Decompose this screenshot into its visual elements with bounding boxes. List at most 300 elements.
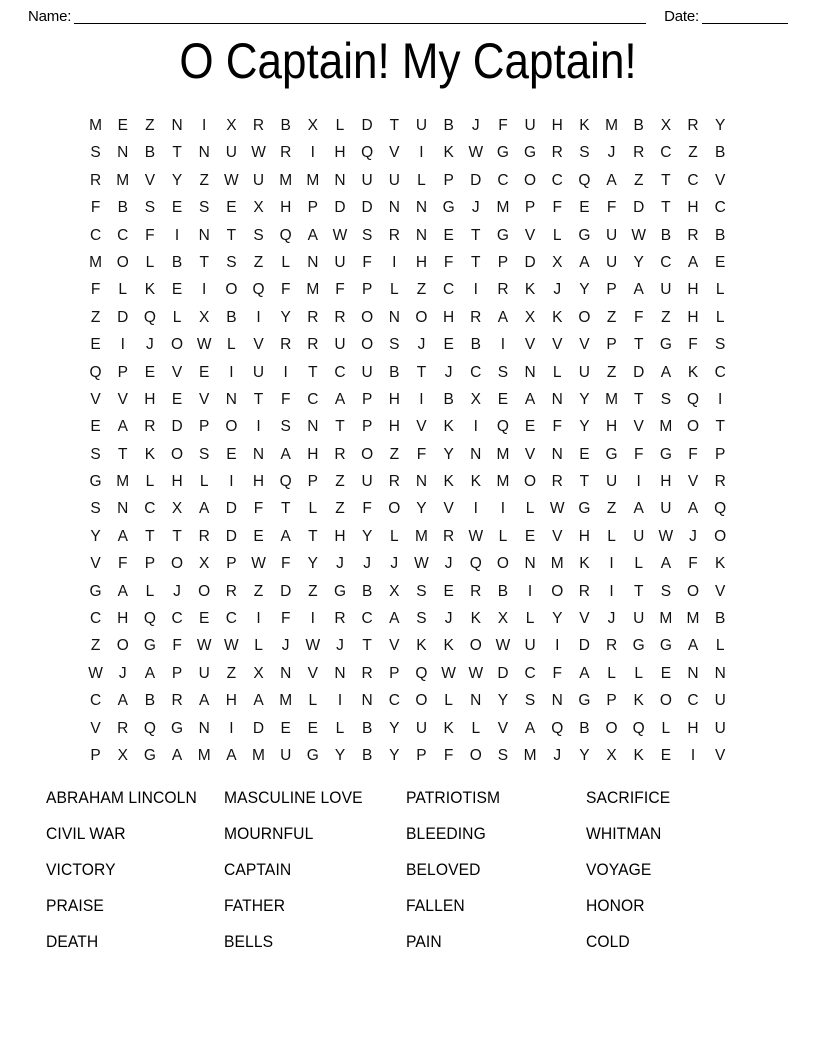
grid-cell[interactable]: V — [117, 390, 128, 408]
grid-cell[interactable]: X — [199, 308, 210, 326]
grid-cell[interactable]: Q — [252, 281, 265, 299]
grid-cell[interactable]: X — [497, 610, 509, 628]
grid-cell[interactable]: P — [307, 199, 318, 217]
grid-cell[interactable]: L — [308, 692, 318, 710]
grid-cell[interactable]: C — [117, 226, 129, 244]
grid-cell[interactable]: N — [415, 226, 428, 244]
grid-cell[interactable]: O — [171, 555, 184, 573]
grid-cell[interactable]: Z — [145, 117, 155, 134]
grid-cell[interactable]: O — [686, 582, 700, 600]
grid-cell[interactable]: S — [90, 445, 101, 463]
grid-cell[interactable]: V — [715, 171, 726, 189]
grid-cell[interactable]: L — [145, 253, 155, 271]
grid-cell[interactable]: V — [253, 336, 264, 354]
grid-cell[interactable]: W — [305, 637, 321, 655]
grid-cell[interactable]: S — [361, 226, 373, 244]
word-list-item[interactable]: CIVIL WAR — [46, 824, 126, 843]
grid-cell[interactable]: J — [553, 281, 562, 299]
grid-cell[interactable]: H — [415, 253, 428, 271]
grid-cell[interactable]: T — [118, 445, 128, 463]
grid-cell[interactable]: T — [715, 418, 725, 436]
grid-cell[interactable]: W — [196, 336, 212, 354]
grid-cell[interactable]: M — [116, 171, 130, 189]
grid-cell[interactable]: N — [171, 117, 183, 134]
grid-cell[interactable]: M — [496, 199, 510, 217]
grid-cell[interactable]: T — [362, 637, 372, 655]
grid-cell[interactable]: K — [443, 473, 454, 491]
grid-cell[interactable]: N — [361, 692, 373, 710]
grid-cell[interactable]: M — [496, 473, 510, 491]
grid-cell[interactable]: L — [389, 527, 399, 545]
grid-cell[interactable]: F — [90, 199, 101, 217]
grid-cell[interactable]: I — [500, 500, 506, 518]
grid-cell[interactable]: B — [280, 117, 291, 134]
grid-cell[interactable]: A — [606, 171, 617, 189]
grid-cell[interactable]: Q — [143, 610, 156, 628]
grid-cell[interactable]: E — [171, 390, 183, 408]
grid-cell[interactable]: F — [280, 281, 291, 299]
grid-cell[interactable]: V — [90, 390, 101, 408]
grid-cell[interactable]: I — [392, 253, 397, 271]
grid-cell[interactable]: E — [90, 336, 101, 354]
grid-cell[interactable]: P — [361, 418, 373, 436]
grid-cell[interactable]: I — [419, 144, 424, 162]
grid-cell[interactable]: N — [415, 473, 428, 491]
grid-cell[interactable]: V — [443, 500, 454, 518]
grid-cell[interactable]: O — [496, 555, 509, 573]
grid-cell[interactable]: R — [578, 582, 590, 600]
grid-cell[interactable]: P — [715, 445, 726, 463]
grid-cell[interactable]: J — [281, 637, 290, 655]
grid-cell[interactable]: T — [633, 582, 644, 600]
grid-cell[interactable]: H — [605, 418, 618, 436]
grid-cell[interactable]: X — [552, 253, 563, 271]
grid-cell[interactable]: R — [687, 226, 699, 244]
grid-cell[interactable]: A — [579, 664, 590, 682]
grid-cell[interactable]: U — [334, 336, 346, 354]
grid-cell[interactable]: O — [225, 418, 238, 436]
grid-cell[interactable]: K — [144, 281, 156, 299]
grid-cell[interactable]: C — [660, 144, 672, 162]
grid-cell[interactable]: M — [686, 610, 700, 628]
grid-cell[interactable]: G — [442, 199, 455, 217]
grid-cell[interactable]: C — [714, 199, 726, 217]
grid-cell[interactable]: D — [225, 527, 237, 545]
grid-cell[interactable]: M — [116, 473, 130, 491]
grid-cell[interactable]: U — [578, 363, 590, 381]
grid-cell[interactable]: Z — [335, 500, 345, 518]
grid-cell[interactable]: U — [280, 746, 292, 764]
grid-cell[interactable]: I — [473, 500, 478, 518]
grid-cell[interactable]: C — [89, 610, 102, 628]
grid-cell[interactable]: T — [633, 390, 644, 408]
grid-cell[interactable]: J — [336, 637, 344, 655]
grid-cell[interactable]: L — [172, 308, 182, 326]
grid-cell[interactable]: N — [198, 226, 210, 244]
grid-cell[interactable]: K — [443, 719, 454, 737]
grid-cell[interactable]: L — [634, 664, 644, 682]
grid-cell[interactable]: D — [633, 363, 645, 381]
grid-cell[interactable]: J — [146, 336, 154, 354]
grid-cell[interactable]: E — [199, 610, 210, 628]
grid-cell[interactable]: I — [500, 336, 506, 354]
grid-cell[interactable]: M — [523, 746, 537, 764]
grid-cell[interactable]: P — [90, 746, 101, 764]
grid-cell[interactable]: J — [471, 199, 480, 217]
grid-cell[interactable]: F — [145, 226, 155, 244]
grid-cell[interactable]: B — [579, 719, 590, 737]
grid-cell[interactable]: U — [225, 144, 237, 162]
grid-cell[interactable]: Q — [551, 719, 564, 737]
grid-cell[interactable]: V — [389, 144, 400, 162]
grid-cell[interactable]: E — [171, 199, 183, 217]
grid-cell[interactable]: M — [605, 390, 618, 408]
grid-cell[interactable]: K — [144, 445, 156, 463]
grid-cell[interactable]: L — [552, 226, 562, 244]
grid-cell[interactable]: G — [659, 637, 672, 655]
grid-cell[interactable]: K — [524, 281, 536, 299]
grid-cell[interactable]: G — [524, 144, 537, 162]
grid-cell[interactable]: O — [225, 281, 238, 299]
grid-cell[interactable]: L — [525, 610, 535, 628]
grid-cell[interactable]: H — [252, 473, 265, 491]
grid-cell[interactable]: L — [281, 253, 290, 271]
grid-cell[interactable]: X — [253, 199, 264, 217]
grid-cell[interactable]: H — [117, 610, 129, 628]
grid-cell[interactable]: K — [416, 637, 427, 655]
grid-cell[interactable]: W — [251, 555, 266, 573]
word-list-item[interactable]: WHITMAN — [586, 824, 662, 843]
grid-cell[interactable]: W — [196, 637, 212, 655]
grid-cell[interactable]: J — [417, 336, 426, 354]
grid-cell[interactable]: K — [687, 363, 699, 381]
word-list-item[interactable]: ABRAHAM LINCOLN — [46, 788, 197, 807]
grid-cell[interactable]: A — [579, 253, 590, 271]
grid-cell[interactable]: B — [171, 253, 183, 271]
grid-cell[interactable]: U — [252, 363, 265, 381]
grid-cell[interactable]: O — [659, 692, 672, 710]
grid-cell[interactable]: O — [469, 637, 482, 655]
grid-cell[interactable]: B — [361, 746, 373, 764]
grid-cell[interactable]: A — [253, 692, 264, 710]
grid-cell[interactable]: G — [143, 746, 156, 764]
grid-cell[interactable]: P — [199, 418, 210, 436]
grid-cell[interactable]: E — [226, 199, 237, 217]
grid-cell[interactable]: L — [607, 527, 616, 545]
grid-cell[interactable]: O — [361, 445, 374, 463]
grid-cell[interactable]: B — [144, 692, 156, 710]
grid-cell[interactable]: A — [524, 390, 536, 408]
grid-cell[interactable]: E — [307, 719, 318, 737]
grid-cell[interactable]: O — [388, 500, 401, 518]
grid-cell[interactable]: W — [251, 144, 266, 162]
grid-cell[interactable]: D — [334, 199, 346, 217]
grid-cell[interactable]: N — [280, 664, 292, 682]
grid-cell[interactable]: A — [334, 390, 346, 408]
grid-cell[interactable]: J — [471, 117, 480, 134]
grid-cell[interactable]: U — [660, 500, 672, 518]
grid-cell[interactable]: F — [552, 664, 562, 682]
grid-cell[interactable]: K — [552, 308, 563, 326]
grid-cell[interactable]: M — [659, 418, 673, 436]
grid-cell[interactable]: D — [280, 582, 292, 600]
grid-cell[interactable]: I — [229, 719, 234, 737]
grid-cell[interactable]: P — [497, 253, 509, 271]
grid-cell[interactable]: G — [89, 582, 102, 600]
grid-cell[interactable]: I — [473, 418, 478, 436]
grid-cell[interactable]: B — [117, 199, 128, 217]
grid-cell[interactable]: R — [361, 664, 373, 682]
grid-cell[interactable]: Q — [632, 719, 645, 737]
word-list-item[interactable]: FATHER — [224, 896, 286, 915]
grid-cell[interactable]: M — [659, 610, 673, 628]
grid-cell[interactable]: S — [199, 199, 210, 217]
grid-cell[interactable]: H — [551, 117, 563, 134]
grid-cell[interactable]: P — [171, 664, 183, 682]
grid-cell[interactable]: V — [579, 610, 590, 628]
grid-cell[interactable]: C — [307, 390, 319, 408]
grid-cell[interactable]: U — [252, 171, 265, 189]
grid-cell[interactable]: V — [307, 664, 318, 682]
grid-cell[interactable]: R — [633, 144, 645, 162]
grid-cell[interactable]: Q — [714, 500, 727, 518]
grid-cell[interactable]: U — [524, 637, 536, 655]
grid-cell[interactable]: E — [579, 199, 590, 217]
grid-cell[interactable]: A — [687, 253, 699, 271]
grid-cell[interactable]: K — [633, 746, 644, 764]
grid-cell[interactable]: C — [551, 171, 563, 189]
grid-cell[interactable]: R — [307, 336, 319, 354]
grid-cell[interactable]: M — [252, 746, 265, 764]
word-list-item[interactable]: BELOVED — [406, 860, 481, 879]
grid-cell[interactable]: Y — [307, 555, 318, 573]
grid-cell[interactable]: N — [307, 418, 319, 436]
grid-cell[interactable]: I — [229, 363, 234, 381]
grid-cell[interactable]: U — [415, 719, 428, 737]
grid-cell[interactable]: Z — [90, 308, 101, 326]
grid-cell[interactable]: I — [229, 473, 234, 491]
grid-cell[interactable]: Q — [415, 664, 428, 682]
grid-cell[interactable]: L — [715, 281, 725, 299]
grid-cell[interactable]: H — [687, 199, 699, 217]
grid-cell[interactable]: F — [118, 555, 128, 573]
grid-cell[interactable]: W — [414, 555, 429, 573]
grid-cell[interactable]: V — [524, 445, 536, 463]
word-list-item[interactable]: PRAISE — [46, 896, 104, 915]
name-input-rule[interactable] — [74, 9, 646, 24]
grid-cell[interactable]: F — [416, 445, 427, 463]
grid-cell[interactable]: F — [280, 610, 291, 628]
grid-cell[interactable]: W — [441, 664, 456, 682]
grid-cell[interactable]: U — [633, 527, 645, 545]
grid-cell[interactable]: M — [550, 555, 564, 573]
grid-cell[interactable]: D — [633, 199, 645, 217]
grid-cell[interactable]: P — [606, 336, 617, 354]
grid-cell[interactable]: G — [632, 637, 645, 655]
grid-cell[interactable]: R — [551, 473, 563, 491]
grid-cell[interactable]: B — [226, 308, 237, 326]
grid-cell[interactable]: J — [118, 664, 127, 682]
grid-cell[interactable]: H — [280, 199, 292, 217]
word-list-item[interactable]: SACRIFICE — [586, 788, 671, 807]
grid-cell[interactable]: A — [117, 692, 128, 710]
grid-cell[interactable]: T — [389, 117, 400, 134]
grid-cell[interactable]: S — [416, 610, 427, 628]
grid-cell[interactable]: J — [553, 746, 562, 764]
grid-cell[interactable]: D — [361, 199, 373, 217]
grid-cell[interactable]: O — [524, 171, 537, 189]
grid-cell[interactable]: Q — [89, 363, 102, 381]
grid-cell[interactable]: C — [171, 610, 183, 628]
grid-cell[interactable]: M — [306, 171, 320, 189]
grid-cell[interactable]: H — [687, 719, 699, 737]
grid-cell[interactable]: R — [171, 692, 183, 710]
grid-cell[interactable]: C — [497, 171, 509, 189]
grid-cell[interactable]: I — [636, 473, 641, 491]
grid-cell[interactable]: L — [199, 473, 209, 491]
grid-cell[interactable]: N — [252, 445, 265, 463]
grid-cell[interactable]: L — [335, 719, 345, 737]
grid-cell[interactable]: X — [606, 746, 617, 764]
grid-cell[interactable]: F — [443, 746, 454, 764]
grid-cell[interactable]: U — [714, 692, 726, 710]
grid-cell[interactable]: S — [524, 692, 536, 710]
grid-cell[interactable]: T — [661, 199, 671, 217]
grid-cell[interactable]: O — [116, 253, 129, 271]
grid-cell[interactable]: A — [633, 500, 644, 518]
grid-cell[interactable]: Z — [606, 308, 617, 326]
grid-cell[interactable]: M — [89, 253, 103, 271]
grid-cell[interactable]: R — [551, 144, 563, 162]
word-list-item[interactable]: CAPTAIN — [224, 860, 292, 879]
grid-cell[interactable]: N — [198, 719, 210, 737]
grid-cell[interactable]: R — [470, 308, 482, 326]
grid-cell[interactable]: P — [307, 473, 318, 491]
grid-cell[interactable]: R — [687, 117, 699, 134]
grid-cell[interactable]: D — [578, 637, 590, 655]
grid-cell[interactable]: K — [579, 555, 590, 573]
grid-cell[interactable]: Q — [361, 144, 374, 162]
grid-cell[interactable]: Z — [253, 253, 264, 271]
grid-cell[interactable]: A — [633, 281, 644, 299]
grid-cell[interactable]: T — [280, 500, 291, 518]
grid-cell[interactable]: J — [689, 527, 697, 545]
grid-cell[interactable]: H — [144, 390, 156, 408]
grid-cell[interactable]: B — [633, 117, 644, 134]
grid-cell[interactable]: S — [199, 445, 210, 463]
grid-cell[interactable]: Q — [469, 555, 482, 573]
grid-cell[interactable]: U — [714, 719, 726, 737]
grid-cell[interactable]: P — [226, 555, 237, 573]
grid-cell[interactable]: T — [633, 336, 644, 354]
grid-cell[interactable]: J — [336, 555, 344, 573]
grid-cell[interactable]: F — [688, 445, 698, 463]
grid-cell[interactable]: P — [524, 199, 536, 217]
grid-cell[interactable]: X — [171, 500, 183, 518]
grid-cell[interactable]: H — [388, 390, 400, 408]
grid-cell[interactable]: S — [144, 199, 156, 217]
grid-cell[interactable]: C — [714, 363, 726, 381]
word-list-item[interactable]: FALLEN — [406, 896, 465, 915]
grid-cell[interactable]: I — [473, 281, 478, 299]
grid-cell[interactable]: A — [144, 664, 156, 682]
grid-cell[interactable]: S — [715, 336, 726, 354]
grid-cell[interactable]: R — [198, 527, 210, 545]
grid-cell[interactable]: A — [171, 746, 183, 764]
grid-cell[interactable]: Z — [606, 363, 617, 381]
grid-cell[interactable]: A — [524, 719, 536, 737]
grid-cell[interactable]: A — [660, 555, 672, 573]
grid-cell[interactable]: G — [578, 226, 591, 244]
grid-cell[interactable]: S — [497, 363, 509, 381]
grid-cell[interactable]: K — [633, 692, 644, 710]
word-list-item[interactable]: BELLS — [224, 932, 274, 951]
grid-cell[interactable]: N — [551, 692, 563, 710]
grid-cell[interactable]: L — [145, 582, 155, 600]
grid-cell[interactable]: Q — [279, 226, 292, 244]
grid-cell[interactable]: L — [444, 692, 453, 710]
grid-cell[interactable]: O — [605, 719, 618, 737]
grid-cell[interactable]: O — [524, 473, 537, 491]
grid-cell[interactable]: G — [496, 226, 509, 244]
word-list-item[interactable]: DEATH — [46, 932, 99, 951]
grid-cell[interactable]: N — [415, 199, 428, 217]
grid-cell[interactable]: E — [90, 418, 101, 436]
grid-cell[interactable]: F — [443, 253, 454, 271]
grid-cell[interactable]: T — [226, 226, 237, 244]
grid-cell[interactable]: T — [253, 390, 264, 408]
grid-cell[interactable]: J — [444, 363, 453, 381]
word-list-item[interactable]: MOURNFUL — [224, 824, 314, 843]
grid-cell[interactable]: T — [661, 171, 671, 189]
grid-cell[interactable]: A — [199, 692, 210, 710]
grid-cell[interactable]: G — [659, 445, 672, 463]
grid-cell[interactable]: B — [389, 363, 400, 381]
grid-cell[interactable]: E — [117, 117, 128, 134]
grid-cell[interactable]: X — [389, 582, 400, 600]
grid-cell[interactable]: I — [555, 637, 560, 655]
grid-cell[interactable]: E — [171, 281, 183, 299]
grid-cell[interactable]: S — [253, 226, 264, 244]
grid-cell[interactable]: Y — [443, 445, 454, 463]
grid-cell[interactable]: F — [633, 308, 644, 326]
grid-cell[interactable]: V — [552, 527, 563, 545]
grid-cell[interactable]: I — [690, 746, 696, 764]
grid-cell[interactable]: R — [225, 582, 237, 600]
grid-cell[interactable]: D — [361, 117, 373, 134]
grid-cell[interactable]: K — [443, 637, 454, 655]
grid-cell[interactable]: K — [470, 473, 481, 491]
grid-cell[interactable]: C — [470, 363, 482, 381]
grid-cell[interactable]: U — [198, 664, 210, 682]
grid-cell[interactable]: L — [525, 500, 535, 518]
grid-cell[interactable]: L — [389, 281, 399, 299]
grid-cell[interactable]: H — [687, 281, 699, 299]
grid-cell[interactable]: A — [307, 226, 318, 244]
grid-cell[interactable]: O — [415, 308, 428, 326]
grid-cell[interactable]: O — [361, 336, 374, 354]
grid-cell[interactable]: E — [280, 719, 291, 737]
grid-cell[interactable]: P — [606, 281, 617, 299]
grid-cell[interactable]: Y — [633, 253, 644, 271]
grid-cell[interactable]: B — [715, 610, 726, 628]
grid-cell[interactable]: Y — [90, 527, 101, 545]
grid-cell[interactable]: Y — [715, 117, 726, 134]
grid-cell[interactable]: I — [419, 390, 424, 408]
grid-cell[interactable]: W — [468, 144, 484, 162]
grid-cell[interactable]: X — [253, 664, 264, 682]
grid-cell[interactable]: P — [389, 664, 400, 682]
